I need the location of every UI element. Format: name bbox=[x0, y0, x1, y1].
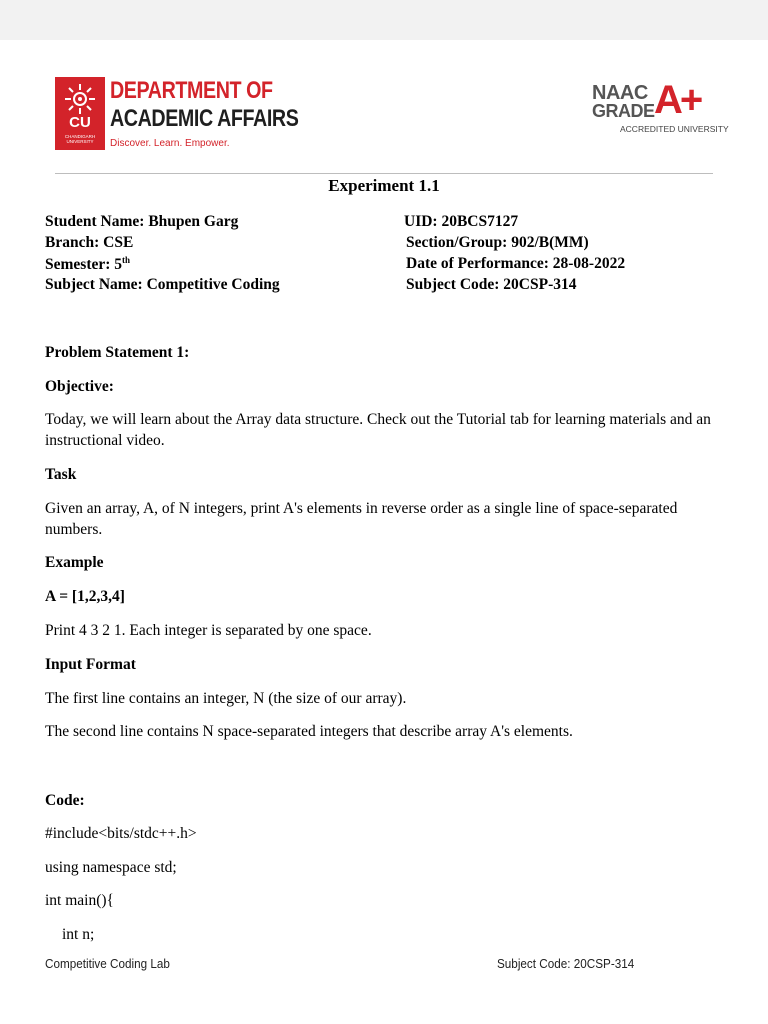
semester-text: Semester: 5 bbox=[45, 256, 123, 274]
input-format-heading: Input Format bbox=[45, 656, 136, 673]
input-line-2: The second line contains N space-separated integers that describe array A's elements. bbox=[45, 723, 573, 740]
branch: Branch: CSE bbox=[45, 234, 134, 251]
input-line-1: The first line contains an integer, N (the size of our array). bbox=[45, 690, 407, 707]
header-divider bbox=[55, 173, 713, 174]
problem-statement-heading: Problem Statement 1: bbox=[45, 344, 190, 361]
task-text: Given an array, A, of N integers, print A's elements in reverse order as a single line of space-separated numbers. bbox=[45, 500, 678, 538]
naac-badge bbox=[592, 78, 729, 137]
code-line: int n; bbox=[62, 926, 95, 943]
grade-value: A+ bbox=[654, 78, 701, 122]
accredited-text: ACCREDITED UNIVERSITY bbox=[620, 124, 729, 134]
logo-subtext: CHANDIGARH UNIVERSITY bbox=[64, 134, 96, 144]
subject-code: Subject Code: 20CSP-314 bbox=[406, 276, 577, 293]
subject-name: Subject Name: Competitive Coding bbox=[45, 276, 280, 293]
objective-text: Today, we will learn about the Array data structure. Check out the Tutorial tab for learning materials and an instructional video. bbox=[45, 411, 711, 449]
emblem-icon bbox=[63, 82, 97, 116]
student-name: Student Name: Bhupen Garg bbox=[45, 213, 239, 230]
page-title: Experiment 1.1 bbox=[328, 176, 440, 195]
document-page bbox=[0, 40, 768, 1024]
logo-text: CU bbox=[69, 114, 91, 131]
dept-title-line2: ACADEMIC AFFAIRS bbox=[110, 105, 299, 132]
code-line: int main(){ bbox=[45, 892, 114, 909]
example-array: A = [1,2,3,4] bbox=[45, 588, 125, 605]
semester-suffix: th bbox=[122, 255, 131, 265]
semester bbox=[45, 255, 130, 274]
section-group: Section/Group: 902/B(MM) bbox=[406, 234, 589, 251]
footer-left: Competitive Coding Lab bbox=[45, 956, 170, 971]
code-heading: Code: bbox=[45, 792, 85, 809]
footer-right: Subject Code: 20CSP-314 bbox=[497, 956, 635, 971]
tagline: Discover. Learn. Empower. bbox=[110, 138, 230, 149]
example-text: Print 4 3 2 1. Each integer is separated by one space. bbox=[45, 622, 372, 639]
naac-word: NAAC bbox=[592, 82, 648, 104]
cu-logo bbox=[55, 77, 105, 150]
grade-word: GRADE bbox=[592, 101, 655, 121]
code-line: using namespace std; bbox=[45, 859, 177, 876]
code-line: #include<bits/stdc++.h> bbox=[45, 825, 197, 842]
uid: UID: 20BCS7127 bbox=[404, 213, 519, 230]
date-of-performance: Date of Performance: 28-08-2022 bbox=[406, 255, 626, 272]
objective-heading: Objective: bbox=[45, 378, 114, 395]
task-heading: Task bbox=[45, 466, 77, 483]
example-heading: Example bbox=[45, 554, 104, 571]
dept-title-line1: DEPARTMENT OF bbox=[110, 77, 273, 104]
